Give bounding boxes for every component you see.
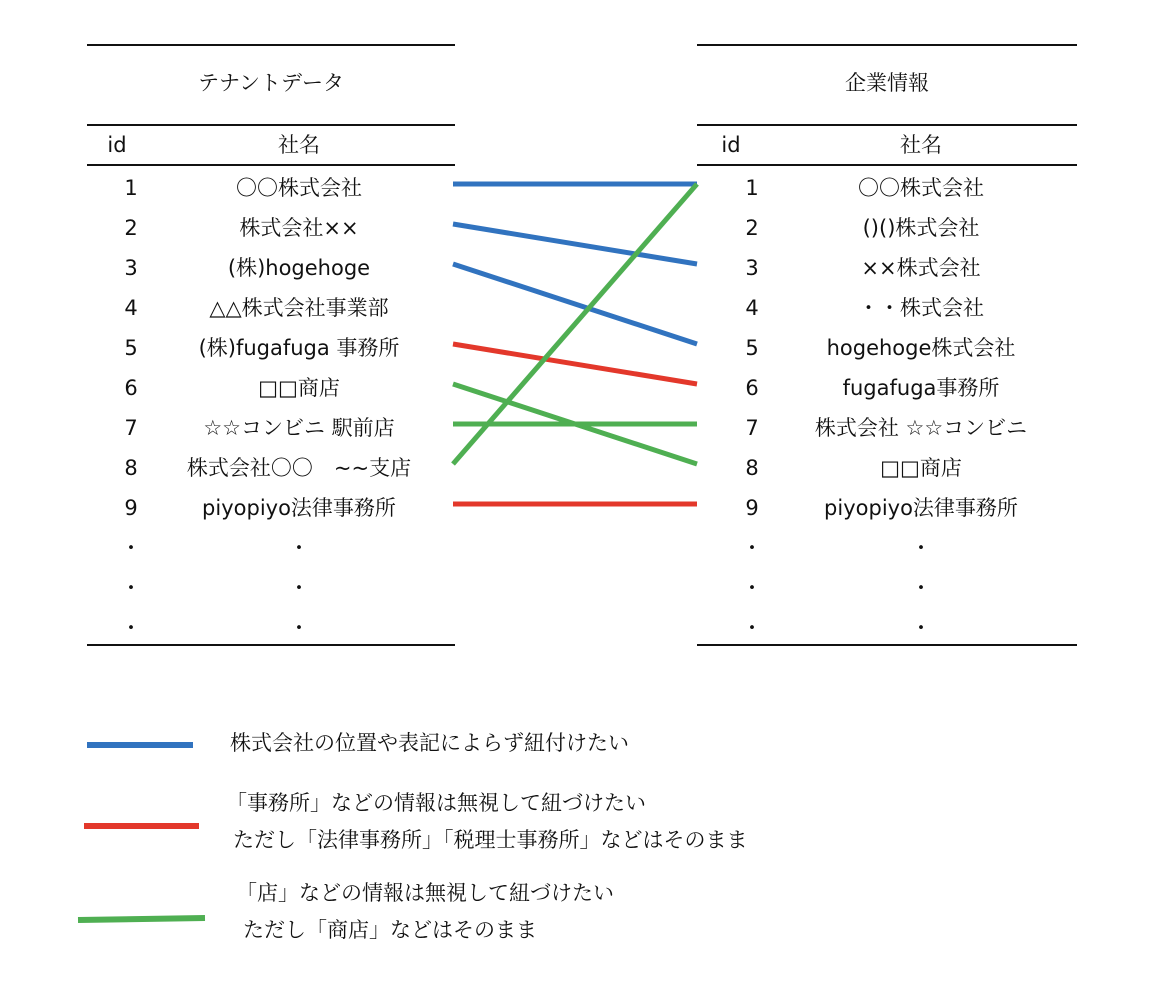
row-company-name: ()()株式会社	[862, 216, 980, 240]
table-row	[697, 248, 1077, 288]
row-company-name: 株式会社××	[239, 216, 359, 240]
row-id: 7	[124, 416, 138, 440]
table-row	[87, 568, 455, 608]
table-row	[87, 248, 455, 288]
name-header: 社名	[278, 133, 320, 157]
legend-text: ただし「商店」などはそのまま	[222, 918, 537, 942]
legend-item-green	[0, 876, 1150, 956]
row-id: 6	[124, 376, 138, 400]
table-row	[697, 288, 1077, 328]
top-rule	[697, 44, 1077, 46]
legend-line-green	[78, 918, 205, 920]
table-row	[87, 208, 455, 248]
row-id: ・	[741, 616, 763, 640]
legend-text: 株式会社の位置や表記によらず紐付けたい	[230, 731, 629, 755]
table-row	[87, 488, 455, 528]
table-row	[697, 488, 1077, 528]
legend-text: ただし「法律事務所」「税理士事務所」などはそのまま	[212, 828, 748, 852]
bottom-rule	[87, 644, 455, 646]
table-header	[697, 130, 1077, 160]
connector-green-6-8	[453, 384, 697, 464]
header-bottom-rule	[697, 164, 1077, 166]
row-id: 3	[745, 256, 759, 280]
row-company-name: 〇〇株式会社	[858, 176, 984, 200]
row-company-name: ××株式会社	[861, 256, 981, 280]
header-rule	[87, 124, 455, 126]
header-rule	[697, 124, 1077, 126]
row-id: 5	[124, 336, 138, 360]
row-company-name: ・	[910, 616, 932, 640]
row-id: 6	[745, 376, 759, 400]
row-company-name: □□商店	[880, 456, 962, 480]
row-id: 8	[124, 456, 138, 480]
legend-text: 「事務所」などの情報は無視して紐づけたい	[226, 791, 646, 815]
row-id: ・	[120, 536, 142, 560]
row-id: 2	[745, 216, 759, 240]
id-header: id	[107, 133, 127, 157]
row-id: ・	[120, 616, 142, 640]
table-title: 企業情報	[845, 71, 929, 95]
table-row	[87, 288, 455, 328]
row-company-name: hogehoge株式会社	[826, 336, 1016, 360]
row-company-name: □□商店	[258, 376, 340, 400]
top-rule	[87, 44, 455, 46]
connector-blue-2-3	[453, 224, 697, 264]
table-row	[87, 448, 455, 488]
table-row	[87, 528, 455, 568]
table-header	[87, 130, 455, 160]
table-row	[697, 608, 1077, 648]
table-row	[87, 368, 455, 408]
connector-red-5-6	[453, 344, 697, 384]
connector-green-8-1	[453, 184, 697, 464]
row-id: 4	[745, 296, 759, 320]
row-id: ・	[741, 576, 763, 600]
row-company-name: piyopiyo法律事務所	[824, 496, 1018, 520]
row-company-name: ・	[910, 536, 932, 560]
legend-text: 「店」などの情報は無視して紐づけたい	[236, 881, 614, 905]
row-company-name: △△株式会社事業部	[209, 296, 389, 320]
table-row	[87, 408, 455, 448]
legend-swatch-green	[0, 876, 220, 956]
table-title: テナントデータ	[198, 71, 344, 95]
table-row	[697, 448, 1077, 488]
tenant-data-table	[87, 44, 455, 646]
row-company-name: piyopiyo法律事務所	[202, 496, 396, 520]
row-company-name: 株式会社 ☆☆コンビニ	[814, 416, 1028, 440]
table-row	[697, 168, 1077, 208]
table-row	[697, 408, 1077, 448]
table-row	[697, 568, 1077, 608]
row-id: 9	[745, 496, 759, 520]
legend-item-red	[0, 786, 1150, 866]
row-company-name: ・	[288, 576, 310, 600]
name-header: 社名	[900, 133, 942, 157]
id-header: id	[721, 133, 741, 157]
legend-swatch-red	[0, 786, 220, 866]
row-company-name: (株)fugafuga 事務所	[198, 336, 400, 360]
row-company-name: (株)hogehoge	[227, 256, 371, 280]
row-company-name: ・	[288, 616, 310, 640]
header-bottom-rule	[87, 164, 455, 166]
table-row	[697, 368, 1077, 408]
row-id: 5	[745, 336, 759, 360]
row-id: 3	[124, 256, 138, 280]
row-company-name: ・	[910, 576, 932, 600]
connector-blue-3-5	[453, 264, 697, 344]
row-id: 8	[745, 456, 759, 480]
company-info-table	[697, 44, 1077, 646]
row-company-name: 〇〇株式会社	[236, 176, 362, 200]
table-row	[697, 328, 1077, 368]
row-company-name: fugafuga事務所	[842, 376, 1000, 400]
row-id: 7	[745, 416, 759, 440]
row-company-name: ・	[288, 536, 310, 560]
table-row	[87, 328, 455, 368]
row-id: ・	[741, 536, 763, 560]
table-row	[697, 208, 1077, 248]
table-row	[87, 608, 455, 648]
row-company-name: 株式会社〇〇 ~~支店	[186, 456, 412, 480]
table-row	[697, 528, 1077, 568]
row-id: 9	[124, 496, 138, 520]
bottom-rule	[697, 644, 1077, 646]
row-company-name: ☆☆コンビニ 駅前店	[203, 416, 395, 440]
row-id: 1	[124, 176, 138, 200]
row-id: 4	[124, 296, 138, 320]
row-id: 2	[124, 216, 138, 240]
row-company-name: ・・株式会社	[858, 296, 984, 320]
row-id: ・	[120, 576, 142, 600]
row-id: 1	[745, 176, 759, 200]
table-row	[87, 168, 455, 208]
